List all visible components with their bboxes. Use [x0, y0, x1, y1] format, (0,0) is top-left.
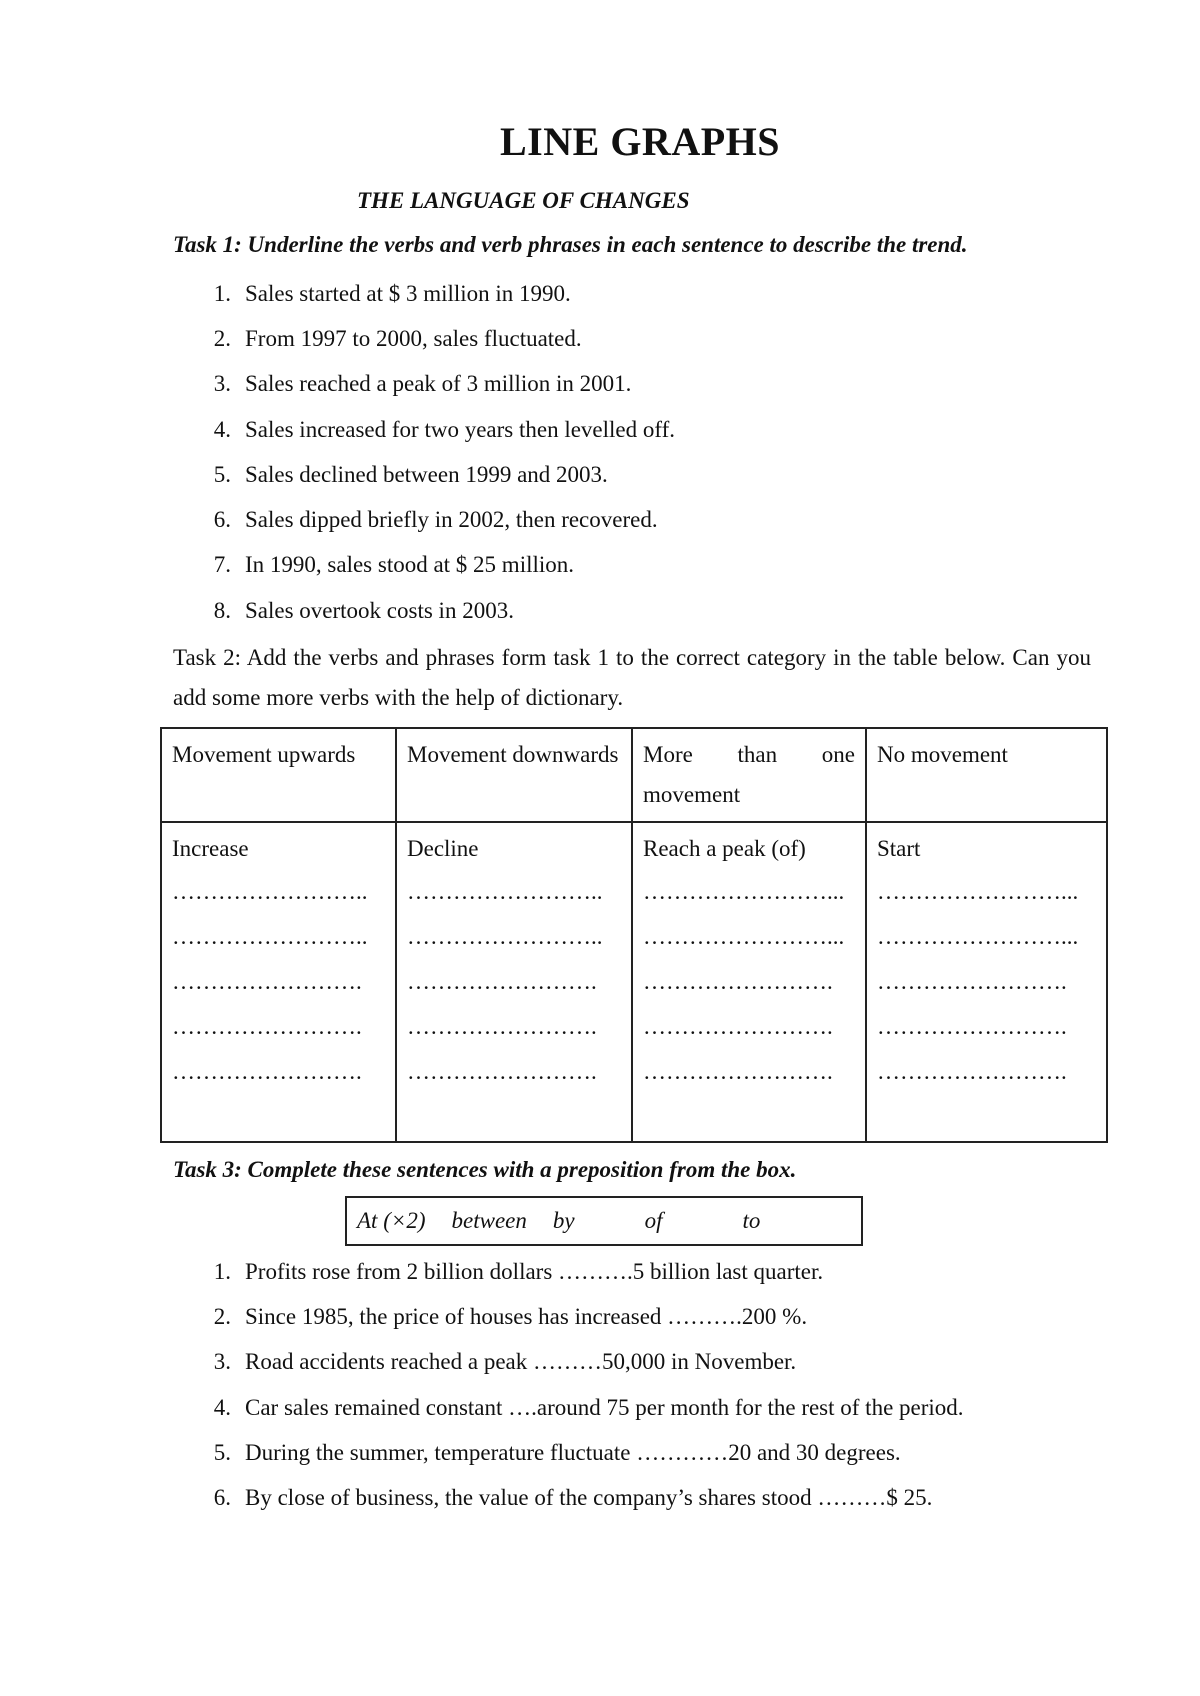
blank-line[interactable]: …………………….. [172, 879, 368, 904]
page-title: LINE GRAPHS [500, 119, 780, 164]
list-item: 5. During the summer, temperature fluctuate …………20 and 30 degrees. [213, 1439, 901, 1465]
example-word: Start [877, 836, 921, 861]
example-word: Reach a peak (of) [643, 836, 806, 861]
list-item: 2. From 1997 to 2000, sales fluctuated. [213, 325, 582, 351]
list-item: 1. Sales started at $ 3 million in 1990. [213, 280, 571, 306]
blank-line[interactable]: ……………………. [643, 1014, 833, 1039]
column-no-movement [866, 822, 1107, 1142]
list-item: 1. Profits rose from 2 billion dollars ……….5 billion last quarter. [213, 1258, 824, 1284]
list-item: 3. Sales reached a peak of 3 million in 2001. [213, 371, 632, 397]
blank-line[interactable]: ……………………. [877, 969, 1067, 994]
task2-instruction: Task 2: Add the verbs and phrases form task 1 to the correct category in the table below. Can you add some more verbs with the help of dictionary. [173, 645, 1091, 710]
blank-line[interactable]: ……………………. [407, 1014, 597, 1039]
blank-line[interactable]: ……………………. [877, 1059, 1067, 1084]
task3-instruction: Task 3: Complete these sentences with a preposition from the box. [173, 1157, 797, 1182]
blank-line[interactable]: ……………………... [877, 879, 1079, 904]
preposition-option: to [742, 1208, 761, 1233]
list-item: 8. Sales overtook costs in 2003. [213, 597, 514, 623]
example-word: Decline [407, 836, 479, 861]
preposition-option: between [451, 1208, 527, 1233]
list-item: 6. By close of business, the value of the company’s shares stood ………$ 25. [213, 1485, 933, 1511]
page-subtitle: THE LANGUAGE OF CHANGES [357, 188, 690, 213]
header-no-movement: No movement [866, 728, 1107, 822]
header-movement-downwards: Movement downwards [396, 728, 632, 822]
blank-line[interactable]: ……………………... [643, 879, 845, 904]
header-more-than-one-movement: More than one movement [632, 728, 866, 822]
list-item: 4. Car sales remained constant ….around 75 per month for the rest of the period. [213, 1394, 964, 1420]
column-upwards [161, 822, 396, 1142]
list-item: 4. Sales increased for two years then levelled off. [213, 416, 676, 442]
column-more-than-one [632, 822, 866, 1142]
blank-line[interactable]: ……………………. [643, 1059, 833, 1084]
blank-line[interactable]: ……………………. [407, 1059, 597, 1084]
list-item: 7. In 1990, sales stood at $ 25 million. [213, 552, 575, 578]
example-word: Increase [172, 836, 249, 861]
blank-line[interactable]: ……………………... [643, 924, 845, 949]
list-item: 3. Road accidents reached a peak ………50,000 in November. [213, 1349, 797, 1375]
preposition-option: by [552, 1208, 575, 1233]
preposition-option: At (×2) [357, 1208, 426, 1233]
blank-line[interactable]: ……………………. [407, 969, 597, 994]
blank-line[interactable]: ……………………. [643, 969, 833, 994]
blank-line[interactable]: ……………………. [877, 1014, 1067, 1039]
list-item: 5. Sales declined between 1999 and 2003. [213, 461, 608, 487]
task3-sentence-list [173, 1249, 1133, 1521]
blank-line[interactable]: …………………….. [407, 924, 603, 949]
header-movement-upwards: Movement upwards [161, 728, 396, 822]
blank-line[interactable]: ……………………. [172, 969, 362, 994]
column-downwards [396, 822, 632, 1142]
blank-line[interactable]: ……………………. [172, 1014, 362, 1039]
blank-line[interactable]: …………………….. [407, 879, 603, 904]
blank-line[interactable]: ……………………... [877, 924, 1079, 949]
task1-instruction: Task 1: Underline the verbs and verb phrases in each sentence to describe the trend. [173, 232, 968, 257]
preposition-option: of [644, 1208, 663, 1233]
preposition-box [345, 1196, 863, 1246]
category-table [160, 727, 1108, 1143]
list-item: 6. Sales dipped briefly in 2002, then recovered. [213, 507, 658, 533]
blank-line[interactable]: …………………….. [172, 924, 368, 949]
task1-sentence-list [173, 271, 1133, 633]
list-item: 2. Since 1985, the price of houses has increased ……….200 %. [213, 1303, 808, 1329]
blank-line[interactable]: ……………………. [172, 1059, 362, 1084]
